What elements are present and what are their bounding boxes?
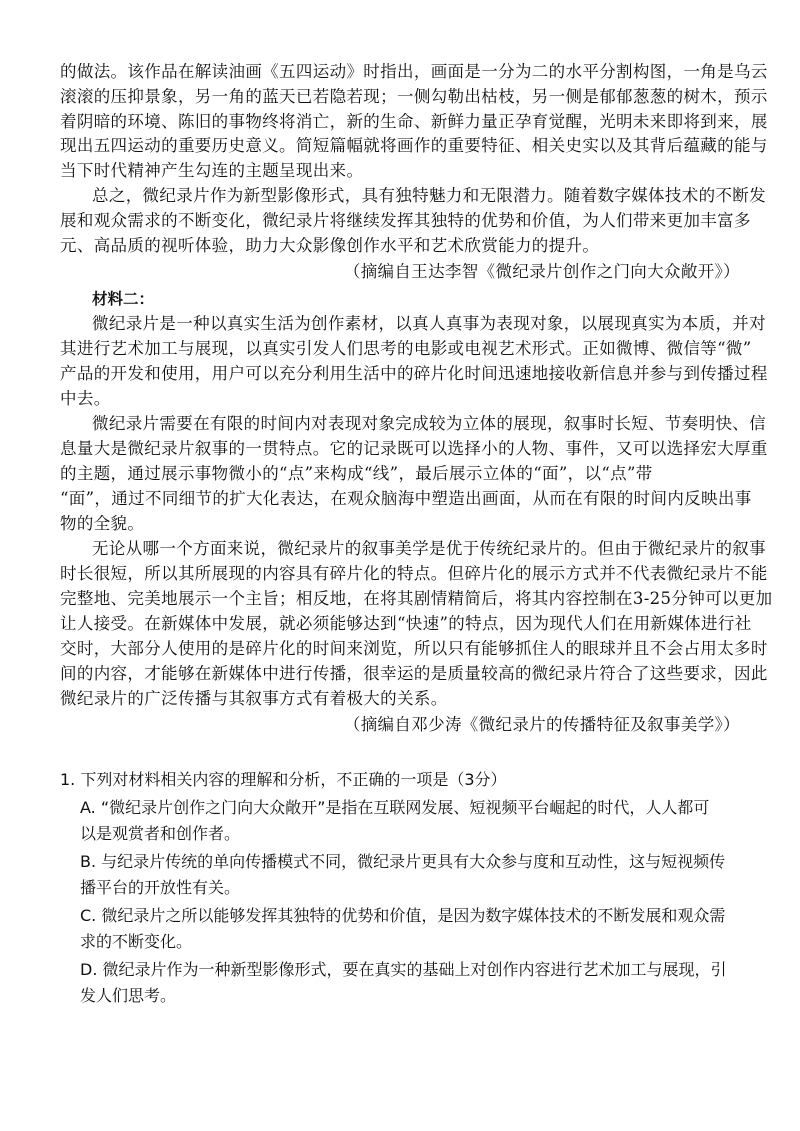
paragraph-line: 产品的开发和使用，用户可以充分利用生活中的碎片化时间迅速地接收新信息并参与到传播过程 bbox=[60, 364, 768, 383]
question-stem: 1. 下列对材料相关内容的理解和分析，不正确的一项是（3分） bbox=[60, 770, 507, 789]
source-citation: （摘编自邓少涛《微纪录片的传播特征及叙事美学》） bbox=[343, 715, 740, 734]
paragraph-line: 总之，微纪录片作为新型影像形式，具有独特魅力和无限潜力。随着数字媒体技术的不断发 bbox=[92, 186, 766, 205]
paragraph-line: 时长很短，所以其所展现的内容具有碎片化的特点。但碎片化的展示方式并不代表微纪录片不能 bbox=[60, 564, 768, 583]
paragraph-line: 完整地、完美地展示一个主旨；相反地，在将其剧情精简后，将其内容控制在3-25分钟可以更加 bbox=[60, 589, 773, 608]
paragraph-line: 滚滚的压抑景象，另一角的蓝天已若隐若现；一侧勾勒出枯枝，另一侧是郁郁葱葱的树木，预示 bbox=[60, 87, 768, 106]
option-a: A. “微纪录片创作之门向大众敞开”是指在互联网发展、短视频平台崛起的时代，人人都可 bbox=[80, 798, 710, 817]
paragraph-line: 无论从哪一个方面来说，微纪录片的叙事美学是优于传统纪录片的。但由于微纪录片的叙事 bbox=[92, 539, 766, 558]
paragraph-line: 元、高品质的视听体验，助力大众影像创作水平和艺术欣赏能力的提升。 bbox=[60, 236, 600, 255]
section-heading: 材料二： bbox=[92, 290, 155, 308]
option-b: B. 与纪录片传统的单向传播模式不同，微纪录片更具有大众参与度和互动性，这与短视频传 bbox=[80, 852, 726, 871]
paragraph-line: 其进行艺术加工与展现，以真实引发人们思考的电影或电视艺术形式。正如微博、微信等“微” bbox=[60, 339, 752, 358]
paragraph-line: 当下时代精神产生勾连的主题呈现出来。 bbox=[60, 161, 364, 180]
paragraph-line: 的做法。该作品在解读油画《五四运动》时指出，画面是一分为二的水平分割构图，一角是乌云 bbox=[60, 62, 768, 81]
paragraph-line: 微纪录片的广泛传播与其叙事方式有着极大的关系。 bbox=[60, 689, 448, 708]
paragraph-line: 间的内容，才能够在新媒体中进行传播，很幸运的是质量较高的微纪录片符合了这些要求，因此 bbox=[60, 664, 768, 683]
option-d-cont: 发人们思考。 bbox=[80, 986, 177, 1005]
paragraph-line: 让人接受。在新媒体中发展，就必须能够达到“快速”的特点，因为现代人们在用新媒体进行社 bbox=[60, 614, 752, 633]
paragraph-line: 微纪录片是一种以真实生活为创作素材，以真人真事为表现对象，以展现真实为本质，并对 bbox=[92, 314, 766, 333]
option-c-cont: 求的不断变化。 bbox=[80, 932, 193, 951]
paragraph-line: 息量大是微纪录片叙事的一贯特点。它的记录既可以选择小的人物、事件，又可以选择宏大厚重 bbox=[60, 439, 768, 458]
paragraph-line: 交时，大部分人使用的是碎片化的时间来浏览，所以只有能够抓住人的眼球并且不会占用太多时 bbox=[60, 639, 768, 658]
option-b-cont: 播平台的开放性有关。 bbox=[80, 878, 241, 897]
source-citation: （摘编自王达李智《微纪录片创作之门向大众敞开》） bbox=[343, 262, 740, 281]
paragraph-line: 现出五四运动的重要历史意义。简短篇幅就将画作的重要特征、相关史实以及其背后蕴藏的能与 bbox=[60, 136, 768, 155]
paragraph-line: 中去。 bbox=[60, 389, 111, 408]
option-a-cont: 以是观赏者和创作者。 bbox=[80, 824, 241, 843]
paragraph-line: 着阴暗的环境、陈旧的事物终将消亡，新的生命、新鲜力量正孕育觉醒，光明未来即将到来，展 bbox=[60, 112, 768, 131]
paragraph-line: “面”，通过不同细节的扩大化表达，在观众脑海中塑造出画面，从而在有限的时间内反映出事 bbox=[60, 489, 752, 508]
paragraph-line: 微纪录片需要在有限的时间内对表现对象完成较为立体的展现，叙事时长短、节奏明快、信 bbox=[92, 414, 766, 433]
option-c: C. 微纪录片之所以能够发挥其独特的优势和价值，是因为数字媒体技术的不断发展和观众需 bbox=[80, 906, 726, 925]
paragraph-line: 物的全貌。 bbox=[60, 514, 145, 533]
paragraph-line: 展和观众需求的不断变化，微纪录片将继续发挥其独特的优势和价值，为人们带来更加丰富多 bbox=[60, 211, 751, 230]
paragraph-line: 的主题，通过展示事物微小的“点”来构成“线”，最后展示立体的“面”，以“点”带 bbox=[60, 464, 653, 483]
option-d: D. 微纪录片作为一种新型影像形式，要在真实的基础上对创作内容进行艺术加工与展现，引 bbox=[80, 960, 727, 979]
